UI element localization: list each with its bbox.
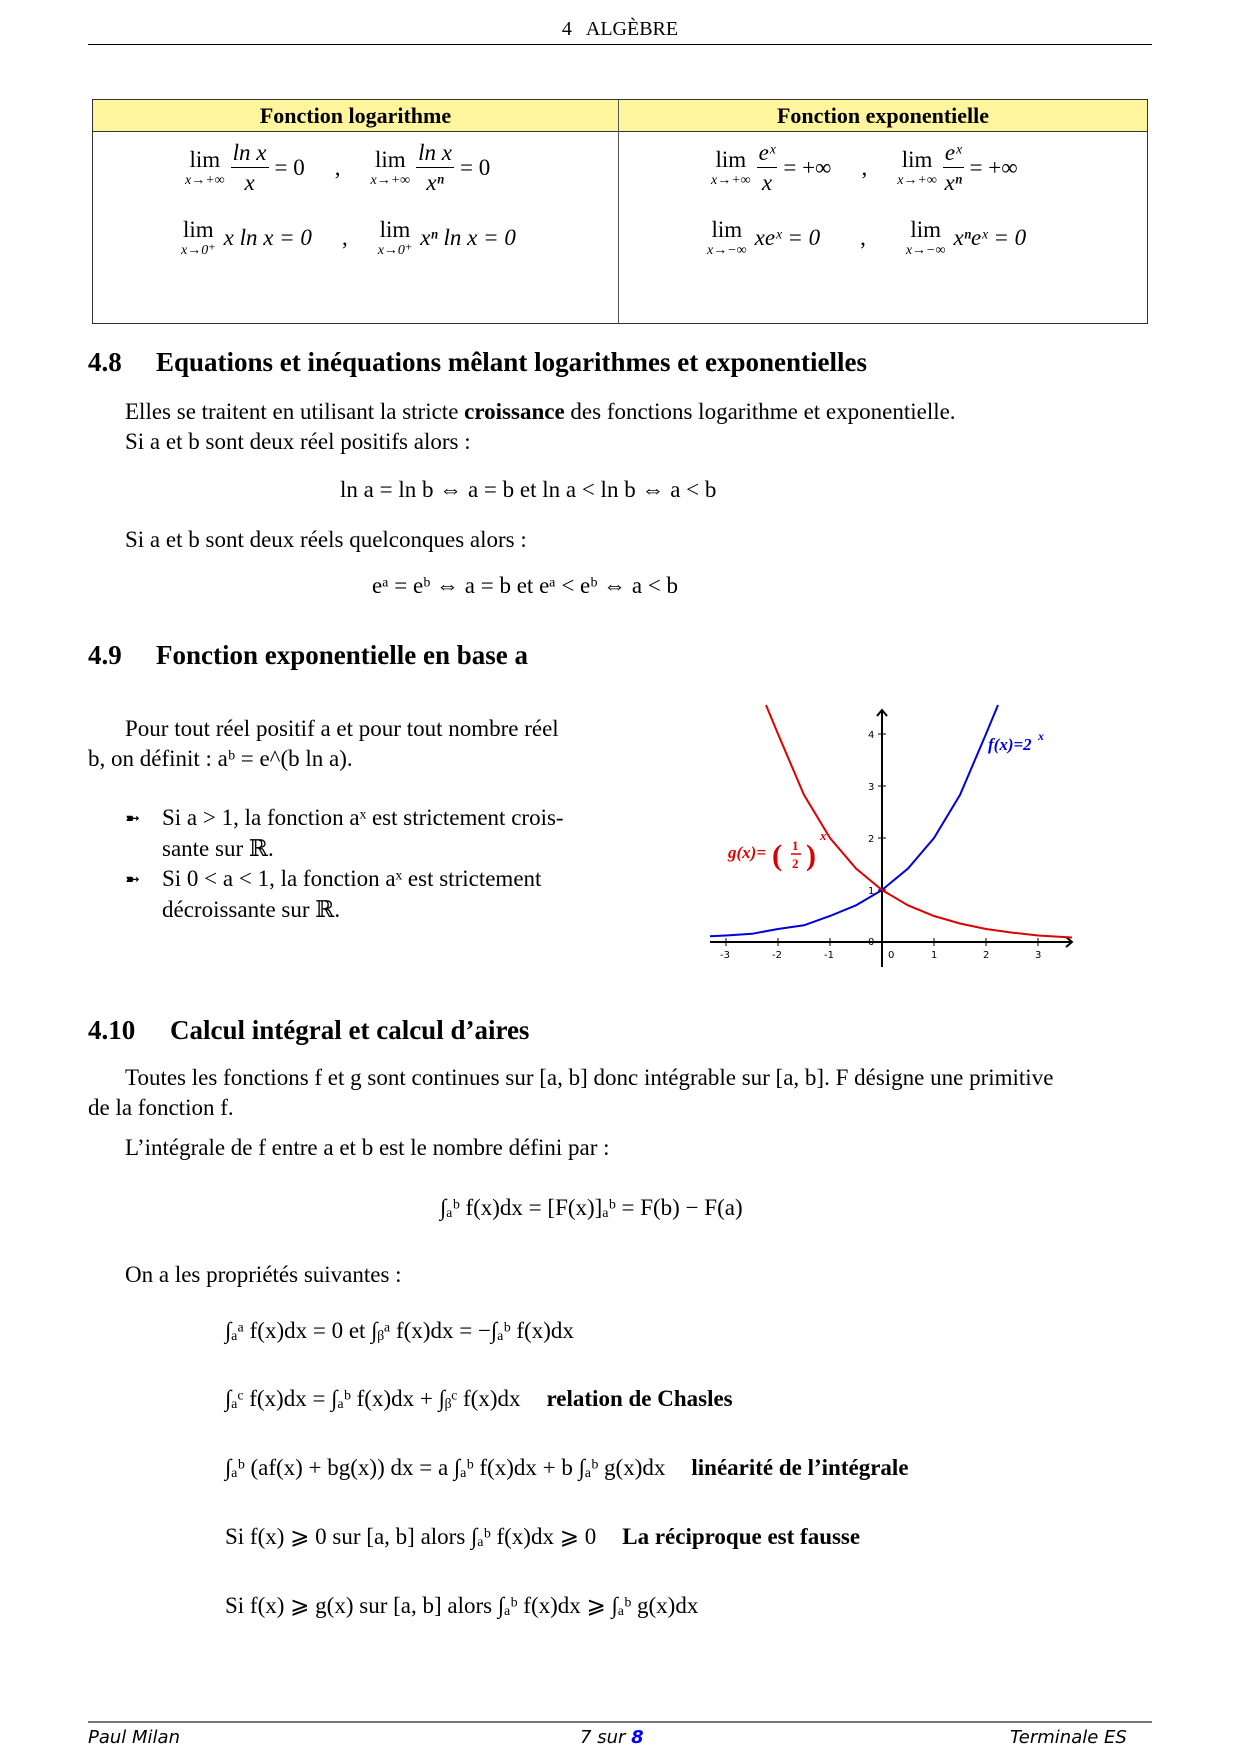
bullet-2-line1: Si 0 < a < 1, la fonction aˣ est strictement	[162, 866, 542, 891]
section-heading-4-8: 4.8 Equations et inéquations mêlant logarithmes et exponentielles	[88, 347, 868, 377]
paragraph-4-9-line2: b, on définit : aᵇ = e^(b ln a).	[88, 746, 353, 771]
property-row-4: Si f(x) ⩾ 0 sur [a, b] alors ∫ₐᵇ f(x)dx ⩾ 0 La réciproque est fausse	[225, 1524, 861, 1549]
bullet-2-line2: décroissante sur ℝ.	[162, 897, 341, 922]
label-reciproque: La réciproque est fausse	[622, 1524, 861, 1549]
chapter-title: ALGÈBRE	[585, 18, 679, 40]
bullet-1-line2: sante sur ℝ.	[162, 836, 274, 861]
header-log: Fonction logarithme	[259, 103, 452, 128]
log-limit-row-2: lim x→0⁺ x ln x = 0 , lim x→0⁺ xⁿ ln x = 0	[181, 217, 516, 258]
bullet-arrow-icon: ➼	[125, 869, 141, 889]
properties-intro: On a les propriétés suivantes :	[125, 1262, 402, 1287]
property-row-1: ∫ₐᵃ f(x)dx = 0 et ∫ᵦᵃ f(x)dx = −∫ₐᵇ f(x)dx	[225, 1318, 574, 1343]
svg-text:-2: -2	[772, 950, 782, 961]
chapter-number: 4	[561, 18, 572, 40]
property-row-5: Si f(x) ⩾ g(x) sur [a, b] alors ∫ₐᵇ f(x)dx ⩾ ∫ₐᵇ g(x)dx	[225, 1593, 699, 1618]
label-chasles: relation de Chasles	[546, 1386, 733, 1411]
header-exp: Fonction exponentielle	[776, 103, 990, 128]
g-label	[727, 828, 827, 872]
svg-text:3: 3	[1035, 950, 1042, 961]
integral-definition: ∫ₐᵇ f(x)dx = [F(x)]ₐᵇ = F(b) − F(a)	[440, 1195, 743, 1220]
paragraph-4-10-definition-intro: L’intégrale de f entre a et b est le nombre défini par :	[125, 1135, 610, 1160]
footer-author: Paul Milan	[88, 1727, 180, 1748]
svg-text:-3: -3	[720, 950, 730, 961]
paragraph-4-8-intro: Elles se traitent en utilisant la stricte croissance des fonctions logarithme et exponentielle.	[125, 399, 956, 424]
bullet-1-line1: Si a > 1, la fonction aˣ est strictement crois-	[162, 805, 564, 830]
svg-text:(: (	[772, 839, 782, 872]
footer-class: Terminale ES	[1010, 1727, 1127, 1748]
section-heading-4-9: 4.9 Fonction exponentielle en base a	[88, 640, 528, 670]
section-heading-4-10: 4.10 Calcul intégral et calcul d’aires	[88, 1015, 530, 1045]
paragraph-4-10-line1: Toutes les fonctions f et g sont continues sur [a, b] donc intégrable sur [a, b]. F désigne une primitive	[125, 1065, 1054, 1090]
page-total-link[interactable]: 8	[631, 1727, 644, 1748]
property-row-2: ∫ₐᶜ f(x)dx = ∫ₐᵇ f(x)dx + ∫ᵦᶜ f(x)dx relation de Chasles	[225, 1386, 733, 1411]
footer-page: 7 sur 8	[580, 1727, 644, 1748]
svg-text:2: 2	[868, 834, 875, 845]
equation-ln-equivalences: ln a = ln b ⇔ a = b et ln a < ln b ⇔ a < b	[340, 477, 717, 502]
svg-text:0: 0	[868, 937, 875, 948]
svg-text:1: 1	[868, 886, 875, 897]
bullet-arrow-icon: ➼	[125, 808, 141, 828]
svg-text:): )	[806, 839, 816, 872]
log-limit-row-1: lim x→+∞ $\frac{\text{ln x}}{x}$ = 0 , lim x→+∞ $\frac{\text{ln x}}{\text{xⁿ}}$ = 0	[185, 140, 491, 196]
paragraph-4-10-line2: de la fonction f.	[88, 1095, 234, 1120]
svg-text:3: 3	[868, 782, 875, 793]
svg-text:x: x	[1038, 729, 1044, 743]
svg-text:1: 1	[931, 950, 938, 961]
svg-text:-1: -1	[824, 950, 834, 961]
paragraph-4-8-line2: Si a et b sont deux réel positifs alors :	[125, 429, 471, 454]
exp-limit-row-1: lim x→+∞ $\frac{\text{eˣ}}{x}$ = +∞ , lim x→+∞ $\frac{\text{eˣ}}{\text{xⁿ}}$ = +∞	[711, 140, 1018, 196]
label-linearite: linéarité de l’intégrale	[691, 1455, 909, 1480]
running-header	[0, 18, 1240, 41]
exp-limit-row-2: lim x→−∞ xeˣ = 0 , lim x→−∞ xⁿeˣ = 0	[707, 217, 1027, 258]
exponential-chart	[700, 700, 1080, 970]
svg-text:4: 4	[868, 730, 875, 741]
paragraph-4-8-line3: Si a et b sont deux réels quelconques alors :	[125, 527, 527, 552]
y-tick-labels	[868, 730, 886, 948]
header-rule	[88, 44, 1152, 45]
footer-rule	[88, 1721, 1152, 1723]
property-row-3: ∫ₐᵇ (af(x) + bg(x)) dx = a ∫ₐᵇ f(x)dx + b ∫ₐᵇ g(x)dx linéarité de l’intégrale	[225, 1455, 909, 1480]
svg-text:2: 2	[983, 950, 990, 961]
svg-text:0: 0	[888, 950, 895, 961]
f-label: f(x)=2	[988, 735, 1032, 754]
svg-text:x: x	[820, 828, 827, 843]
table-column-divider	[618, 100, 619, 323]
curve-f	[710, 705, 998, 936]
axis-ticks	[720, 730, 1041, 961]
svg-text:1: 1	[792, 838, 799, 853]
equation-exp-equivalences: eᵃ = eᵇ ⇔ a = b et eᵃ < eᵇ ⇔ a < b	[372, 573, 679, 598]
svg-text:g(x)=: g(x)=	[728, 843, 767, 862]
paragraph-4-9-line1: Pour tout réel positif a et pour tout nombre réel	[125, 716, 559, 741]
limits-table	[92, 99, 1148, 324]
svg-text:2: 2	[792, 856, 799, 871]
